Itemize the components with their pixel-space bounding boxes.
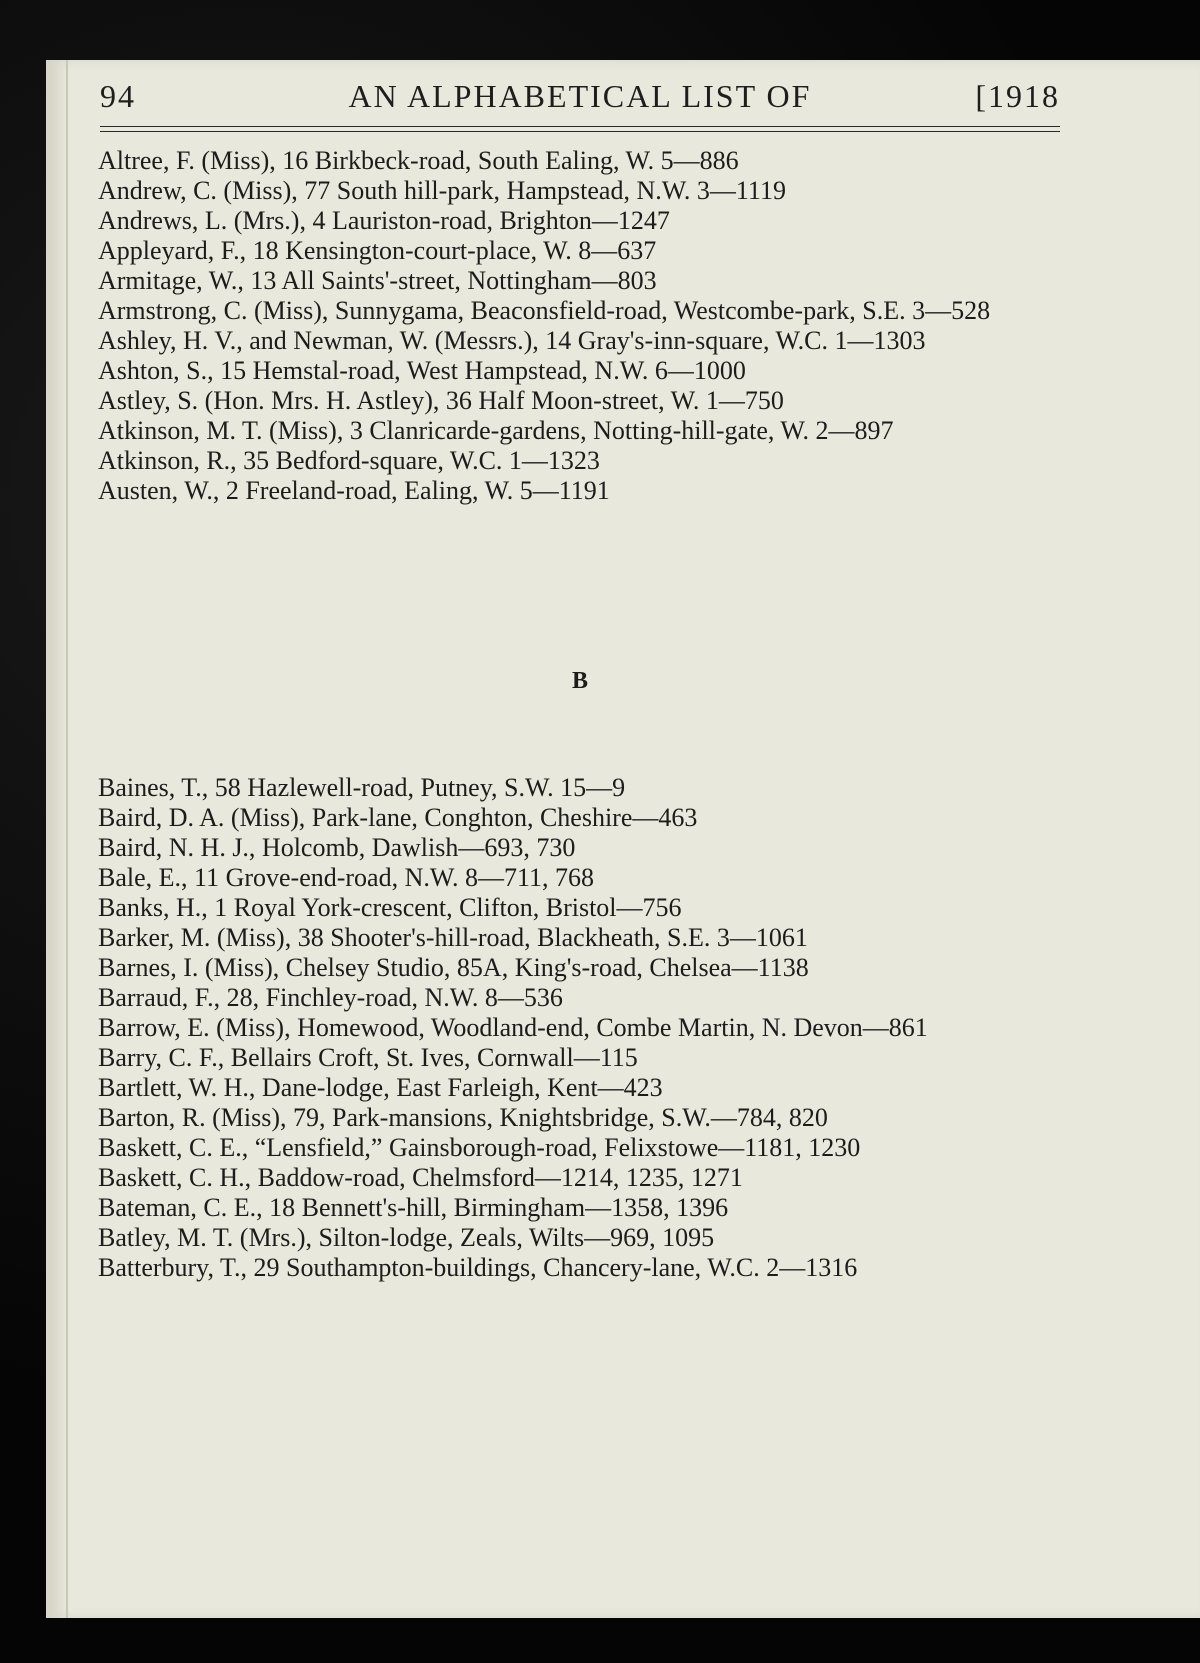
list-entry: Andrew, C. (Miss), 77 South hill-park, Hampstead, N.W. 3—1119	[98, 176, 786, 205]
list-entry: Barraud, F., 28, Finchley-road, N.W. 8—536	[98, 983, 563, 1012]
list-entry: Altree, F. (Miss), 16 Birkbeck-road, South Ealing, W. 5—886	[98, 146, 739, 175]
section-a-list	[98, 146, 1060, 506]
list-entry: Barton, R. (Miss), 79, Park-mansions, Knightsbridge, S.W.—784, 820	[98, 1103, 828, 1132]
list-entry: Barrow, E. (Miss), Homewood, Woodland-end, Combe Martin, N. Devon—861	[98, 1013, 928, 1042]
list-entry: Barnes, I. (Miss), Chelsey Studio, 85A, King's-road, Chelsea—1138	[98, 953, 809, 982]
header-rule-top	[100, 126, 1060, 127]
list-entry: Ashley, H. V., and Newman, W. (Messrs.), 14 Gray's-inn-square, W.C. 1—1303	[98, 326, 926, 355]
list-entry: Barker, M. (Miss), 38 Shooter's-hill-road, Blackheath, S.E. 3—1061	[98, 923, 808, 952]
list-entry: Ashton, S., 15 Hemstal-road, West Hampstead, N.W. 6—1000	[98, 356, 746, 385]
list-entry: Atkinson, M. T. (Miss), 3 Clanricarde-gardens, Notting-hill-gate, W. 2—897	[98, 416, 894, 445]
list-entry: Batley, M. T. (Mrs.), Silton-lodge, Zeals, Wilts—969, 1095	[98, 1223, 715, 1252]
list-entry: Baines, T., 58 Hazlewell-road, Putney, S.W. 15—9	[98, 773, 626, 802]
list-entry: Baskett, C. H., Baddow-road, Chelmsford—1214, 1235, 1271	[98, 1163, 743, 1192]
list-entry: Armitage, W., 13 All Saints'-street, Nottingham—803	[98, 266, 657, 295]
list-entry: Andrews, L. (Mrs.), 4 Lauriston-road, Brighton—1247	[98, 206, 670, 235]
list-entry: Batterbury, T., 29 Southampton-buildings, Chancery-lane, W.C. 2—1316	[98, 1253, 858, 1282]
running-header	[100, 78, 1060, 118]
header-rule-bottom	[100, 131, 1060, 132]
list-entry: Bateman, C. E., 18 Bennett's-hill, Birmingham—1358, 1396	[98, 1193, 729, 1222]
list-entry: Bartlett, W. H., Dane-lodge, East Farleigh, Kent—423	[98, 1073, 663, 1102]
list-entry: Appleyard, F., 18 Kensington-court-place, W. 8—637	[98, 236, 657, 265]
list-entry: Armstrong, C. (Miss), Sunnygama, Beaconsfield-road, Westcombe-park, S.E. 3—528	[98, 296, 991, 325]
year-marker: [1918	[975, 78, 1060, 114]
list-entry: Bale, E., 11 Grove-end-road, N.W. 8—711, 768	[98, 863, 595, 892]
list-entry: Atkinson, R., 35 Bedford-square, W.C. 1—1323	[98, 446, 600, 475]
list-entry: Barry, C. F., Bellairs Croft, St. Ives, Cornwall—115	[98, 1043, 638, 1072]
section-letter-b: B	[571, 668, 588, 694]
list-entry: Baskett, C. E., “Lensfield,” Gainsborough-road, Felixstowe—1181, 1230	[98, 1133, 861, 1162]
section-b-list	[98, 773, 1060, 1283]
page-number: 94	[100, 78, 136, 114]
page-title: AN ALPHABETICAL LIST OF	[348, 78, 812, 114]
list-entry: Astley, S. (Hon. Mrs. H. Astley), 36 Half Moon-street, W. 1—750	[98, 386, 784, 415]
list-entry: Baird, D. A. (Miss), Park-lane, Conghton, Cheshire—463	[98, 803, 698, 832]
list-entry: Baird, N. H. J., Holcomb, Dawlish—693, 730	[98, 833, 576, 862]
list-entry: Austen, W., 2 Freeland-road, Ealing, W. 5—1191	[98, 476, 610, 505]
list-entry: Banks, H., 1 Royal York-crescent, Clifton, Bristol—756	[98, 893, 682, 922]
